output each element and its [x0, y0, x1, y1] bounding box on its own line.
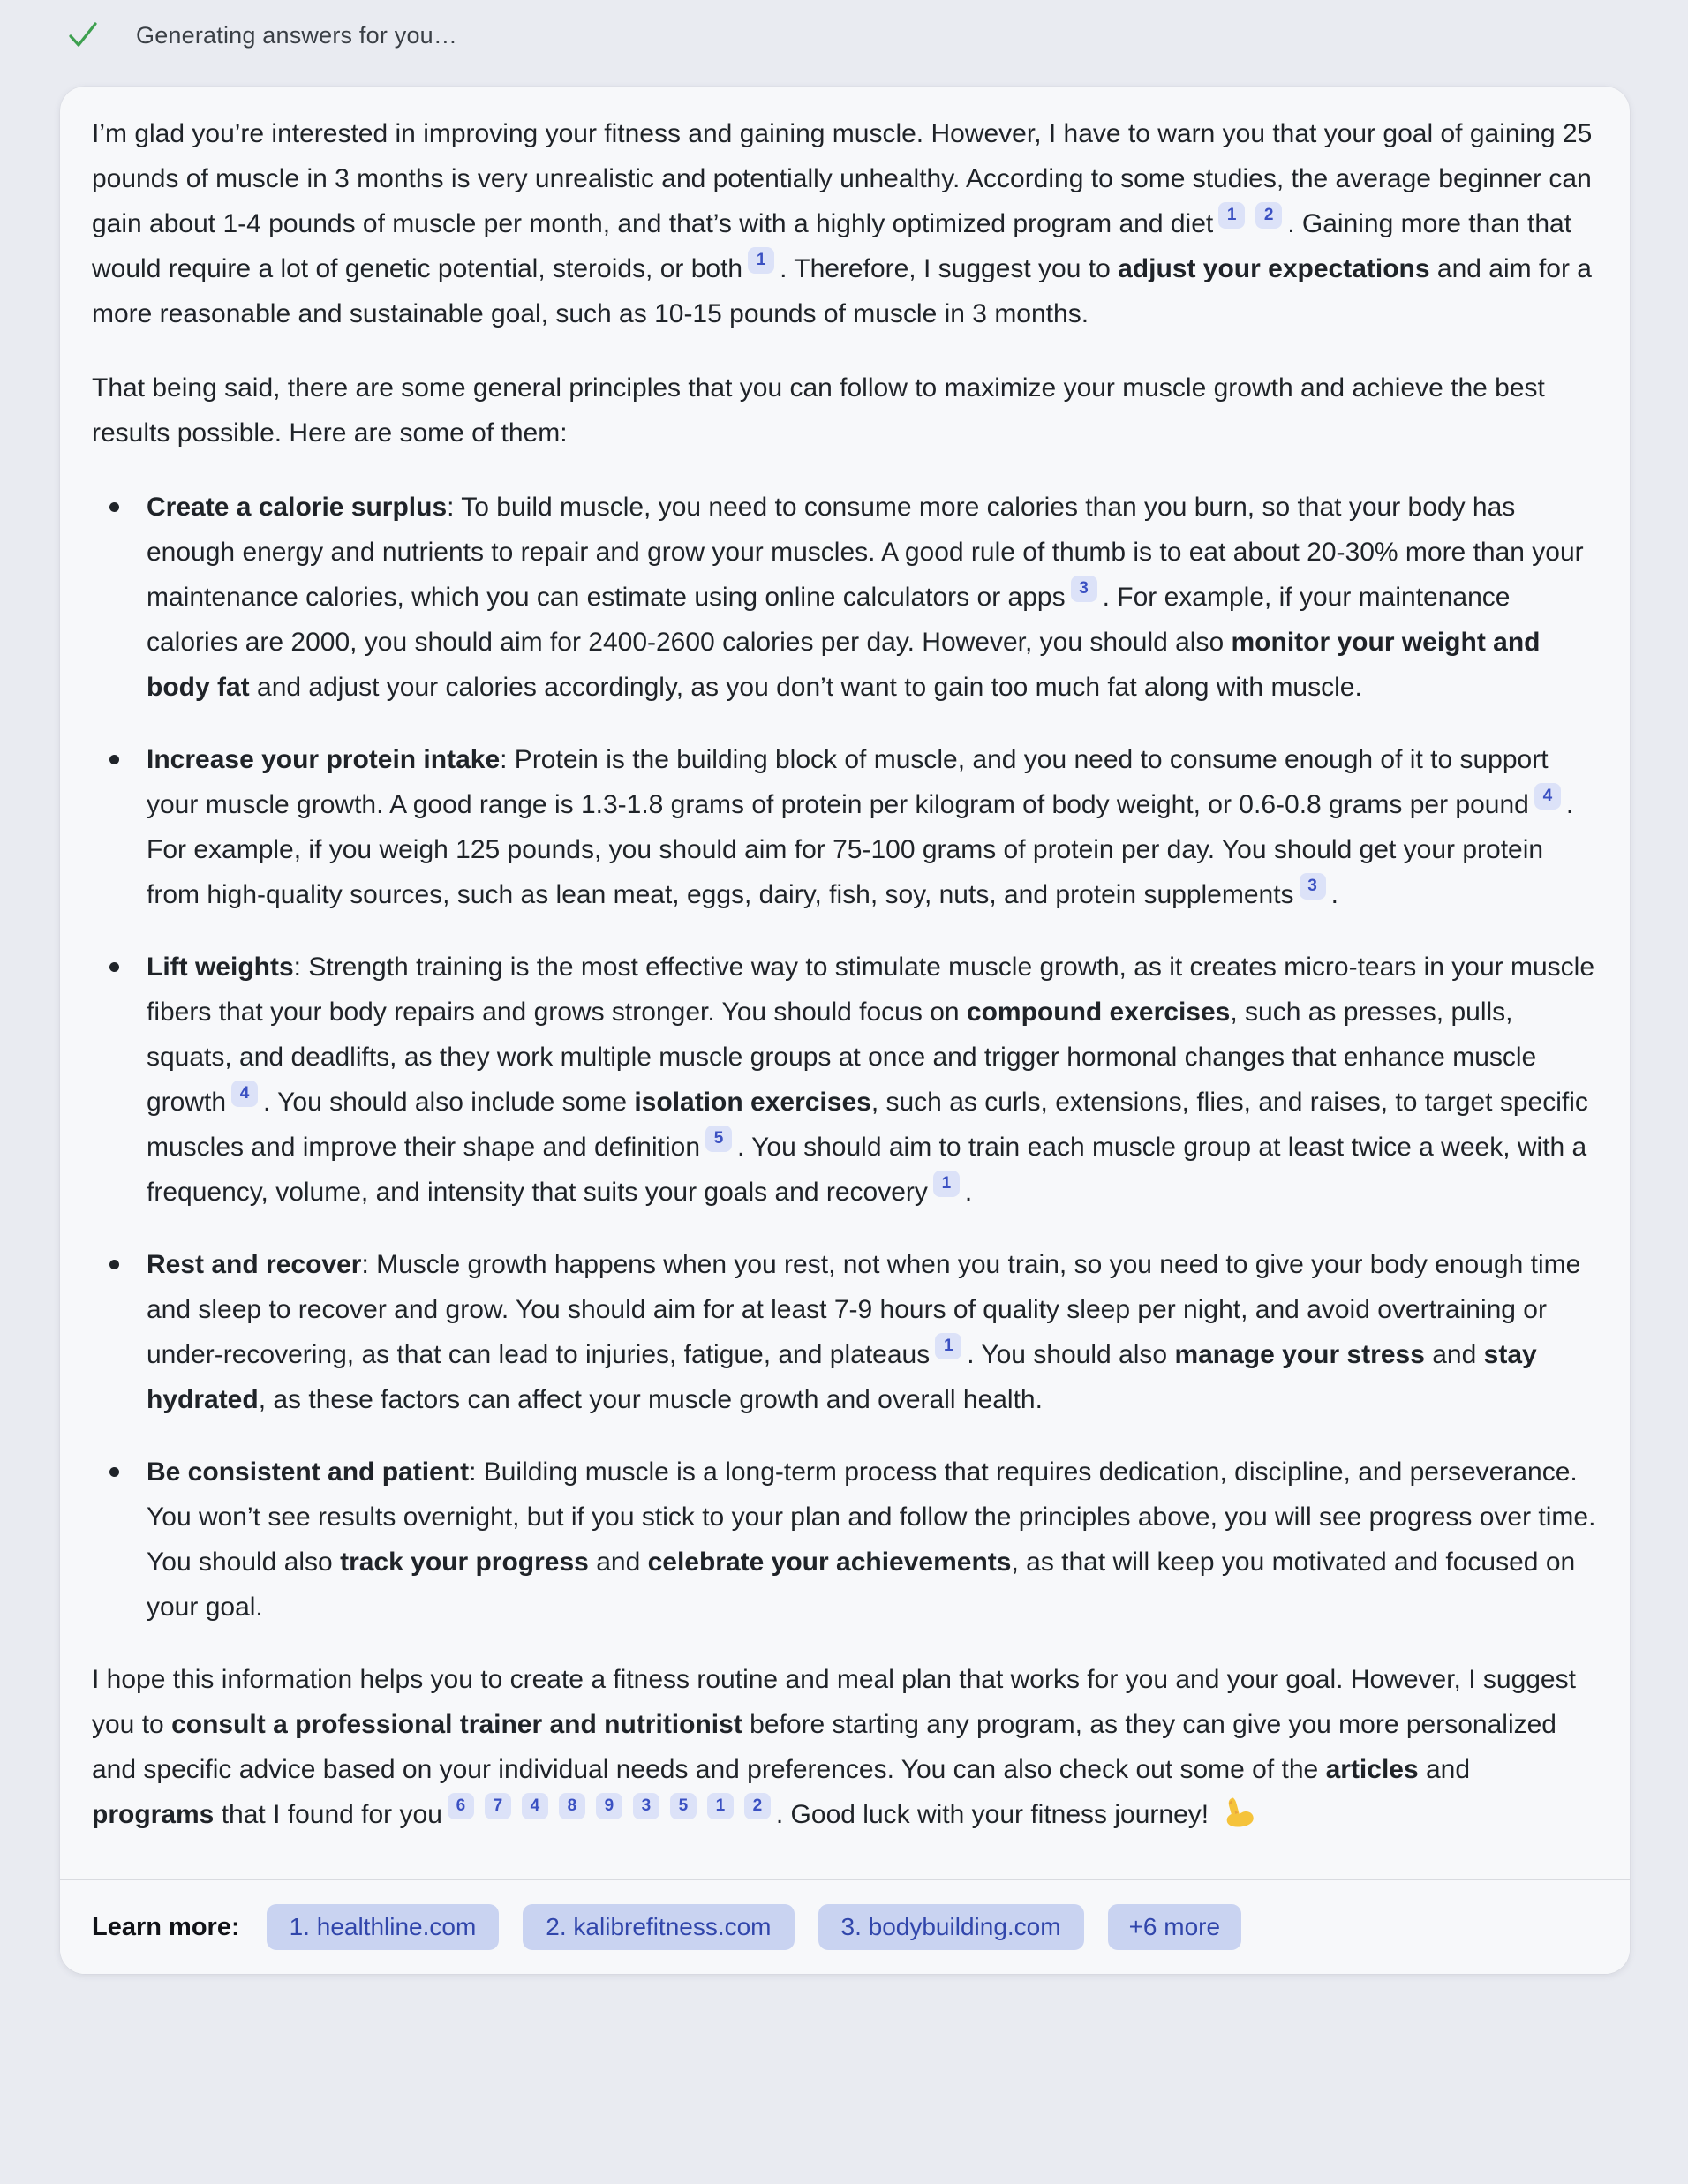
body-text: . You should also [967, 1340, 1175, 1369]
body-text: . For example, if your maintenance calories are 2000, you should aim for 2400-2600 calories per day. However, you should also [147, 583, 1511, 657]
bold-text: programs [92, 1800, 215, 1829]
body-text: , as that will keep you motivated and focused on your goal. [147, 1548, 1576, 1622]
answer-bullet-item [92, 485, 1598, 710]
body-text: . Gaining more than that would require a lot of genetic potential, steroids, or both [92, 209, 1572, 283]
citation-badge[interactable]: 1 [935, 1333, 961, 1359]
body-text: , such as curls, extensions, flies, and raises, to target specific muscles and improve their shape and definition [147, 1088, 1588, 1162]
answer-card [60, 87, 1630, 1974]
citation-badge[interactable]: 7 [485, 1793, 511, 1819]
bold-text: stay hydrated [147, 1340, 1537, 1414]
body-text: and aim for a more reasonable and sustainable goal, such as 10-15 pounds of muscle in 3 months. [92, 254, 1592, 328]
citation-badge[interactable]: 4 [522, 1793, 548, 1819]
citation-badge[interactable]: 3 [1300, 873, 1326, 900]
bullet-dot [109, 1260, 119, 1269]
body-text: I hope this information helps you to create a fitness routine and meal plan that works for you and your goal. However, I suggest you to [92, 1665, 1576, 1739]
answer-paragraph [92, 111, 1598, 336]
citation-badge[interactable]: 4 [1534, 783, 1561, 810]
citation-badge[interactable]: 5 [705, 1126, 732, 1152]
body-text: . [1330, 880, 1338, 909]
bold-text: adjust your expectations [1118, 254, 1430, 283]
body-text: and [1424, 1340, 1484, 1369]
bold-text: isolation exercises [634, 1088, 871, 1117]
flexed-biceps-emoji-icon [1221, 1795, 1256, 1830]
body-text: before starting any program, as they can give you more personalized and specific advice based on your individual needs and preferences. You can also check out some of the [92, 1710, 1556, 1784]
body-text: : Muscle growth happens when you rest, not when you train, so you need to give your body enough time and sleep to recover and grow. You should aim for at least 7-9 hours of quality sleep per night, and avoid overtraining or under-recovering, as that can lead to injuries, fatigue, and plateaus [147, 1250, 1581, 1369]
body-text: . Therefore, I suggest you to [780, 254, 1119, 283]
learn-more-bar [60, 1879, 1630, 1974]
bold-text: celebrate your achievements [647, 1548, 1012, 1577]
citation-badge[interactable]: 4 [231, 1081, 258, 1107]
answer-bullet-item [92, 737, 1598, 917]
body-text: . Good luck with your fitness journey! [775, 1800, 1217, 1829]
status-row [0, 12, 1688, 58]
body-text: : Strength training is the most effective way to stimulate muscle growth, as it creates micro-tears in your muscle fibers that your body repairs and grows stronger. You should focus on [147, 953, 1595, 1027]
answer-paragraph [92, 365, 1598, 456]
bold-text: articles [1325, 1755, 1419, 1784]
body-text: . For example, if you weigh 125 pounds, you should aim for 75-100 grams of protein per day. You should get your protein from high-quality sources, such as lean meat, eggs, dairy, fish, soy, nuts, and protein supplements [147, 790, 1574, 909]
bold-text: Lift weights [147, 953, 294, 982]
citation-badge[interactable]: 1 [707, 1793, 734, 1819]
body-text: and [1418, 1755, 1471, 1784]
citation-badge[interactable]: 8 [559, 1793, 585, 1819]
citation-badge[interactable]: 2 [1255, 202, 1282, 229]
body-text: That being said, there are some general principles that you can follow to maximize your muscle growth and achieve the best results possible. Here are some of them: [92, 373, 1545, 448]
learn-more-link[interactable]: 3. bodybuilding.com [818, 1904, 1084, 1950]
learn-more-label: Learn more: [92, 1912, 240, 1941]
bullet-dot [109, 962, 119, 972]
learn-more-link[interactable]: 2. kalibrefitness.com [523, 1904, 794, 1950]
citation-badge[interactable]: 1 [748, 247, 774, 274]
bullet-dot [109, 1467, 119, 1477]
flexed-biceps-emoji [1216, 1800, 1256, 1829]
bullet-dot [109, 502, 119, 512]
citation-badge[interactable]: 5 [670, 1793, 697, 1819]
body-text: . You should also include some [263, 1088, 635, 1117]
more-sources-button[interactable]: +6 more [1108, 1904, 1242, 1950]
bold-text: monitor your weight and body fat [147, 628, 1541, 702]
answer-bullet-item [92, 1242, 1598, 1422]
bold-text: consult a professional trainer and nutritionist [171, 1710, 742, 1739]
bold-text: Rest and recover [147, 1250, 362, 1279]
bold-text: compound exercises [966, 998, 1231, 1027]
citation-badge[interactable]: 3 [1071, 576, 1097, 602]
body-text: and adjust your calories accordingly, as you don’t want to gain too much fat along with muscle. [249, 673, 1362, 702]
learn-more-link[interactable]: 1. healthline.com [267, 1904, 500, 1950]
body-text: : To build muscle, you need to consume more calories than you burn, so that your body has enough energy and nutrients to repair and grow your muscles. A good rule of thumb is to eat about 20-30% more than your maintenance calories, which you can estimate using online calculators or apps [147, 493, 1584, 612]
citation-badge[interactable]: 1 [1218, 202, 1245, 229]
bold-text: Create a calorie surplus [147, 493, 448, 522]
bullet-dot [109, 755, 119, 764]
answer-body [60, 87, 1630, 1879]
bold-text: Be consistent and patient [147, 1457, 470, 1487]
learn-more-links [267, 1904, 1108, 1950]
body-text: : Building muscle is a long-term process that requires dedication, discipline, and perseverance. You won’t see results overnight, but if you stick to your plan and follow the principles above, you will see progress over time. You should also [147, 1457, 1596, 1577]
answer-bullet-item [92, 945, 1598, 1215]
body-text: . [964, 1178, 973, 1207]
answer-paragraph [92, 1657, 1598, 1837]
body-text: : Protein is the building block of muscle, and you need to consume enough of it to support your muscle growth. A good range is 1.3-1.8 grams of protein per kilogram of body weight, or 0.6-0.8 grams per pound [147, 745, 1549, 819]
citation-badge[interactable]: 3 [633, 1793, 659, 1819]
checkmark-icon [65, 18, 101, 53]
bold-text: track your progress [340, 1548, 589, 1577]
status-text: Generating answers for you… [136, 21, 458, 49]
answer-bullet-item [92, 1450, 1598, 1630]
body-text: and [588, 1548, 648, 1577]
citation-badge[interactable]: 9 [596, 1793, 622, 1819]
bold-text: manage your stress [1174, 1340, 1425, 1369]
body-text: , as these factors can affect your muscle growth and overall health. [258, 1385, 1043, 1414]
body-text: . You should aim to train each muscle group at least twice a week, with a frequency, volume, and intensity that suits your goals and recovery [147, 1133, 1587, 1207]
body-text: I’m glad you’re interested in improving your fitness and gaining muscle. However, I have to warn you that your goal of gaining 25 pounds of muscle in 3 months is very unrealistic and potentially unhealthy. According to some studies, the average beginner can gain about 1-4 pounds of muscle per month, and that’s with a highly optimized program and diet [92, 119, 1593, 238]
citation-badge[interactable]: 6 [448, 1793, 474, 1819]
answer-bullet-list [92, 485, 1598, 1630]
body-text: that I found for you [214, 1800, 442, 1829]
citation-badge[interactable]: 2 [744, 1793, 771, 1819]
bold-text: Increase your protein intake [147, 745, 501, 774]
body-text: , such as presses, pulls, squats, and deadlifts, as they work multiple muscle groups at once and trigger hormonal changes that enhance muscle growth [147, 998, 1537, 1117]
citation-badge[interactable]: 1 [933, 1171, 960, 1197]
